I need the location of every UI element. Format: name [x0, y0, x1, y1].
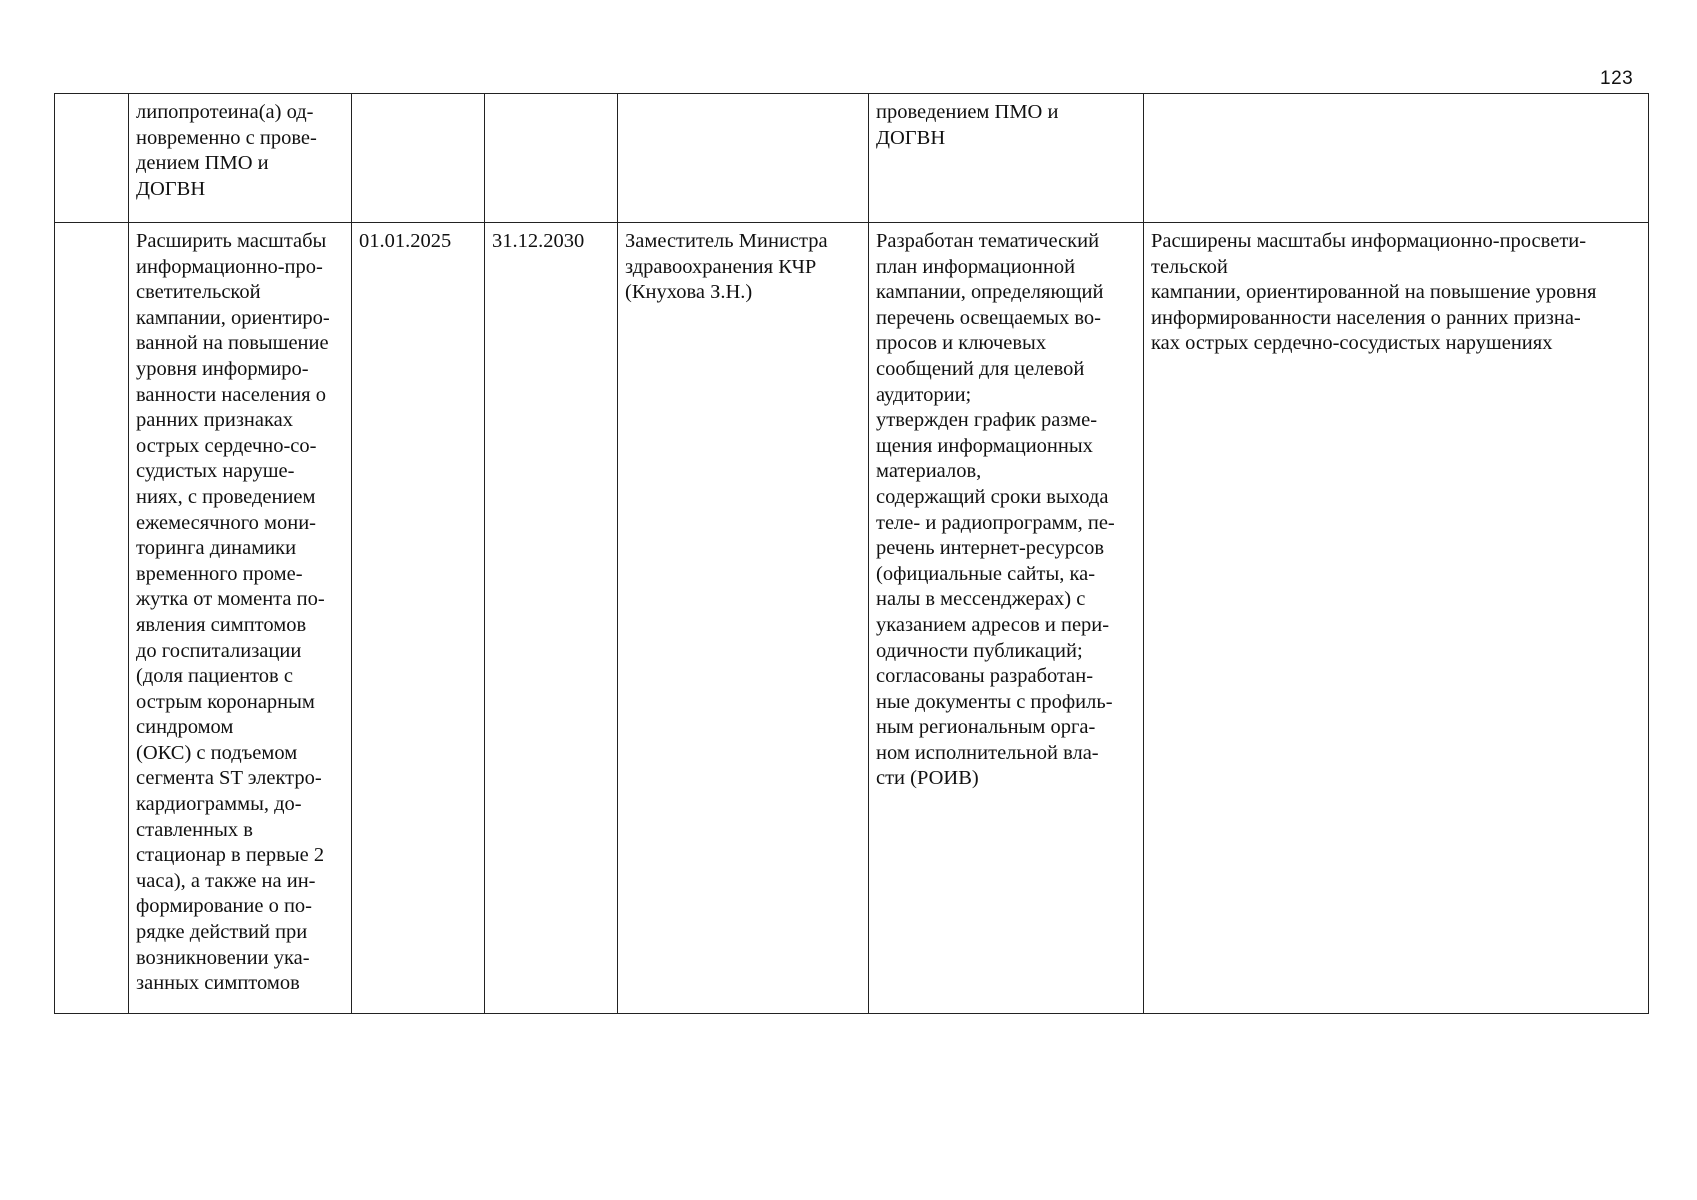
cell-activity: Расширить масштабы информационно-про- светительской кампании, ориентиро- ванной на повышение уровня информиро- ванности населения о ранних признаках острых сердечно-со- судистых наруше- ниях, с проведением ежемесячного мони- торинга динамики временного проме- жутка от момента по- явления симптомов до госпитализации (доля пациентов с острым коронарным синдромом (ОКС) с подъемом сегмента ST электро- кардиограммы, до- ставленных в стационар в первые 2 часа), а также на ин- формирование о по- рядке действий при возникновении ука- занных симптомов — [129, 223, 352, 1014]
plan-table — [54, 93, 1649, 1014]
cell-result: Разработан тематический план информационной кампании, определяющий перечень освещаемых во- просов и ключевых сообщений для целевой аудитории; утвержден график разме- щения информационных материалов, содержащий сроки выхода теле- и радиопрограмм, пе- речень интернет-ресурсов (официальные сайты, ка- налы в мессенджерах) с указанием адресов и пери- одичности публикаций; согласованы разработан- ные документы с профиль- ным региональным орга- ном исполнительной вла- сти (РОИВ) — [869, 223, 1144, 1014]
cell-number — [55, 94, 129, 223]
cell-activity: липопротеина(а) од- новременно с прове- дением ПМО и ДОГВН — [129, 94, 352, 223]
table-row — [55, 223, 1649, 1014]
table-row — [55, 94, 1649, 223]
cell-start-date — [352, 94, 485, 223]
cell-responsible — [618, 94, 869, 223]
cell-start-date: 01.01.2025 — [352, 223, 485, 1014]
cell-end-date — [485, 94, 618, 223]
cell-responsible: Заместитель Министра здравоохранения КЧР (Кнухова З.Н.) — [618, 223, 869, 1014]
cell-number — [55, 223, 129, 1014]
cell-end-date: 31.12.2030 — [485, 223, 618, 1014]
cell-outcome — [1144, 94, 1649, 223]
cell-outcome: Расширены масштабы информационно-просвети- тельской кампании, ориентированной на повышение уровня информированности населения о ранних призна- ках острых сердечно-сосудистых нарушениях — [1144, 223, 1649, 1014]
plan-table-container — [54, 93, 1648, 1014]
page-number: 123 — [1600, 68, 1634, 89]
cell-result: проведением ПМО и ДОГВН — [869, 94, 1144, 223]
